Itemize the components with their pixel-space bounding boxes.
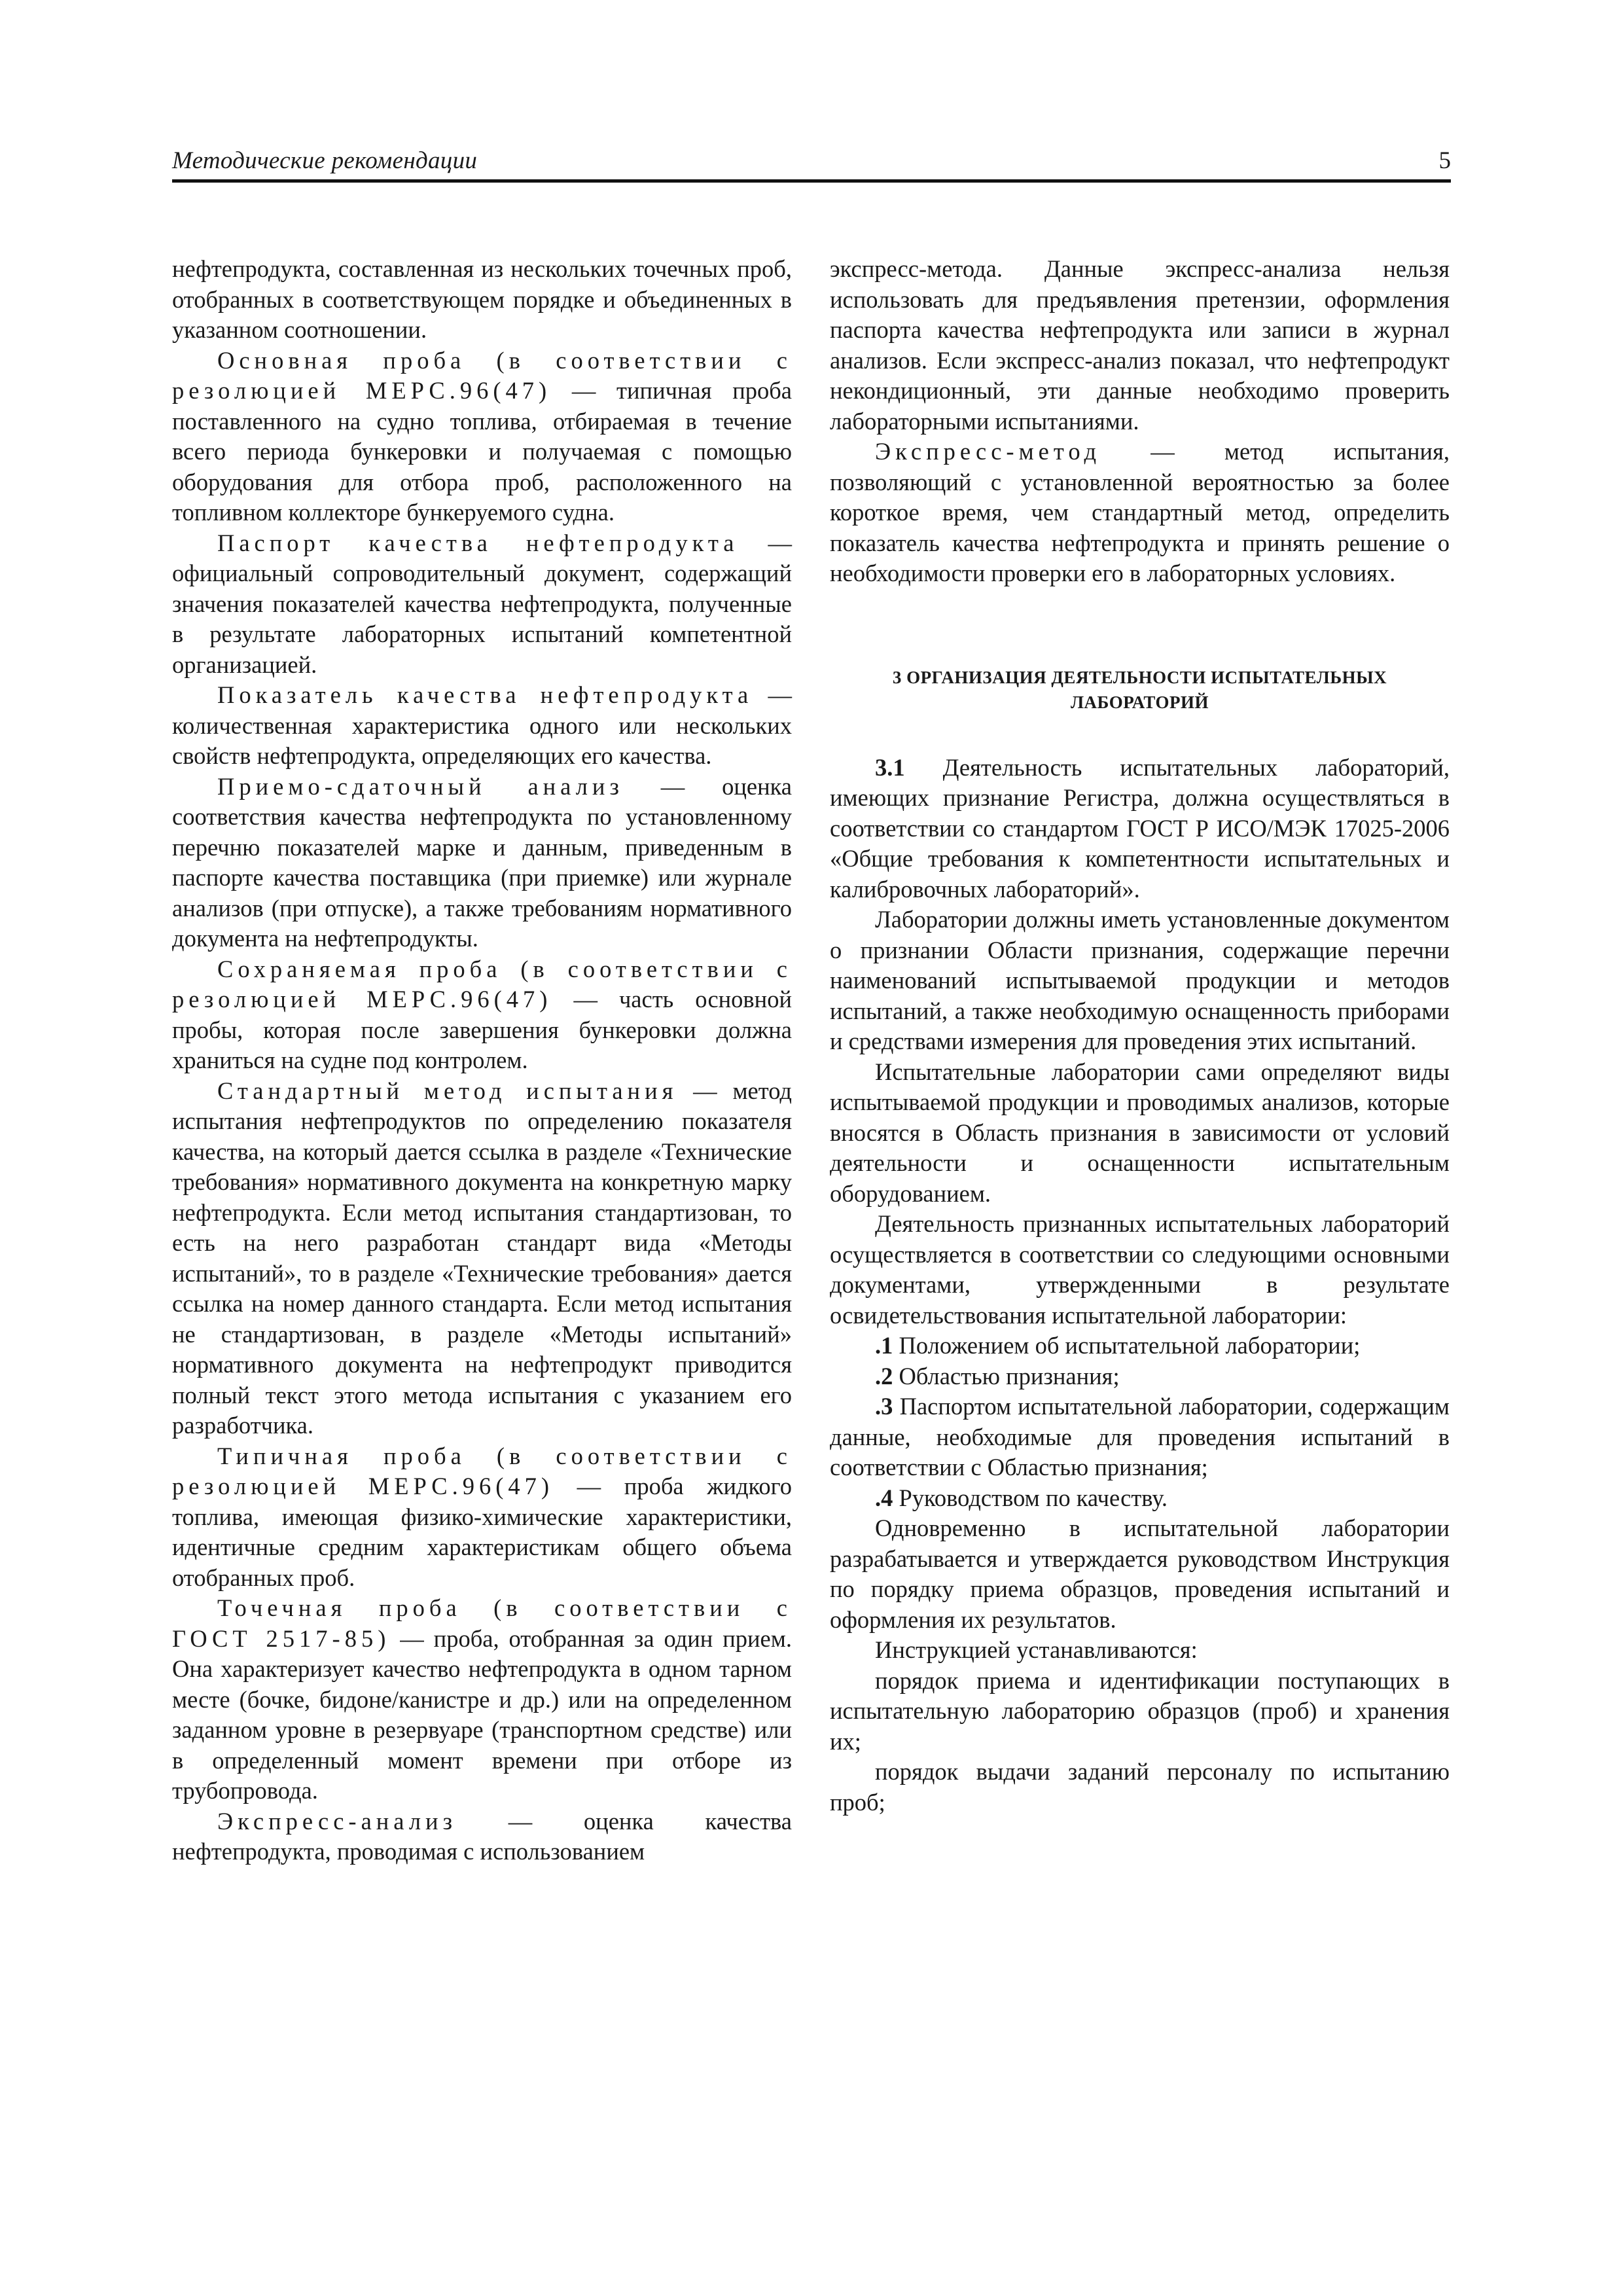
list-item-text: Руководством по качеству.	[893, 1484, 1168, 1511]
list-item	[830, 1331, 1450, 1361]
definition-paragraph	[172, 680, 792, 772]
list-item-number: .4	[875, 1484, 893, 1511]
definition-text: — часть основной пробы, которая после завершения бункеровки должна храниться на судне под контролем.	[172, 986, 792, 1073]
definition-paragraph	[172, 346, 792, 528]
right-column	[830, 254, 1450, 1818]
definition-text: — типичная проба поставленного на судно топлива, отбираемая в течение всего периода бункеровки и получаемая с помощью оборудования для отбора проб, расположенного на топливном коллекторе бункеруемого судна.	[172, 377, 792, 526]
definition-term: Стандартный метод испытания	[217, 1077, 678, 1104]
page-header	[172, 145, 1451, 183]
list-item	[830, 1483, 1450, 1514]
definition-text: — оценка качества нефтепродукта, проводимая с использованием	[172, 1807, 792, 1865]
list-item-text: Областью признания;	[893, 1362, 1120, 1390]
left-column	[172, 254, 792, 1867]
list-item-number: .3	[875, 1393, 893, 1420]
paragraph-text: Деятельность испытательных лабораторий, имеющих признание Регистра, должна осуществляться в соответствии со стандартом ГОСТ Р ИСО/МЭК 17025-2006 «Общие требования к компетентности испытательных и калибровочных лабораторий».	[830, 753, 1450, 903]
definition-term: Экспресс-анализ	[217, 1807, 457, 1835]
definition-term: Типичная проба (в соответствии с резолюцией МЕРС.96(47)	[172, 1442, 792, 1499]
paragraph	[830, 1057, 1450, 1210]
numbered-paragraph	[830, 753, 1450, 905]
definition-paragraph	[172, 1806, 792, 1867]
paragraph	[172, 254, 792, 346]
definition-text: — количественная характеристика одного или нескольких свойств нефтепродукта, определяющих его качества.	[172, 681, 792, 769]
list-item	[830, 1391, 1450, 1483]
definition-text: — проба, отобранная за один прием. Она характеризует качество нефтепродукта в одном тарном месте (бочке, бидоне/канистре и др.) или на определенном заданном уровне в резервуаре (транспортном средстве) или в определенный момент времени при отборе из трубопровода.	[172, 1624, 792, 1804]
paragraph-text: экспресс-метода. Данные экспресс-анализа нельзя использовать для предъявления претензии, оформления паспорта качества нефтепродукта или записи в журнал анализов. Если экспресс-анализ показал, что нефтепродукт некондиционный, эти данные необходимо проверить лабораторными испытаниями.	[830, 255, 1450, 435]
paragraph-text: порядок выдачи заданий персоналу по испытанию проб;	[830, 1758, 1450, 1816]
definition-text: — проба жидкого топлива, имеющая физико-химические характеристики, идентичные средним характеристикам общего объема отобранных проб.	[172, 1473, 792, 1591]
paragraph-text: Испытательные лаборатории сами определяют виды испытываемой продукции и проводимых анализов, которые вносятся в Область признания в зависимости от условий деятельности и оснащенности испытательным оборудованием.	[830, 1058, 1450, 1207]
definition-paragraph	[172, 772, 792, 954]
definition-paragraph	[172, 1441, 792, 1594]
definition-term: Показатель качества нефтепродукта	[217, 681, 753, 708]
section-heading-line: ЛАБОРАТОРИЙ	[1070, 692, 1209, 712]
definition-term: Основная проба (в соответствии с резолюцией МЕРС.96(47)	[172, 346, 792, 404]
paragraph-text: порядок приема и идентификации поступающих в испытательную лабораторию образцов (проб) и хранения их;	[830, 1666, 1450, 1755]
definition-term: Экспресс-метод	[875, 438, 1101, 465]
definition-term: Точечная проба (в соответствии с ГОСТ 2517-85)	[172, 1594, 792, 1652]
paragraph	[830, 254, 1450, 437]
paragraph	[830, 1635, 1450, 1666]
definition-term: Приемо-сдаточный анализ	[217, 772, 624, 800]
paragraph-text: Лаборатории должны иметь установленные документом о признании Области признания, содержащие перечни наименований испытываемой продукции и методов испытаний, а также необходимую оснащенность приборами и средствами измерения для проведения этих испытаний.	[830, 906, 1450, 1054]
list-item-number: .1	[875, 1332, 893, 1359]
definition-text: — официальный сопроводительный документ, содержащий значения показателей качества нефтепродукта, полученные в результате лабораторных испытаний компетентной организацией.	[172, 529, 793, 678]
paragraph	[830, 1209, 1450, 1331]
definition-term: Паспорт качества нефтепродукта	[217, 529, 739, 556]
paragraph	[830, 1513, 1450, 1635]
definition-text: — метод испытания нефтепродуктов по определению показателя качества, на который дается ссылка в разделе «Технические требования» нормативного документа на конкретную марку нефтепродукта. Если метод испытания стандартизован, то есть на него разработан стандарт вида «Методы испытаний», то в разделе «Технические требования» дается ссылка на номер данного стандарта. Если метод испытания не стандартизован, в разделе «Методы испытаний» нормативного документа на нефтепродукт приводится полный текст этого метода испытания с указанием его разработчика.	[172, 1077, 792, 1439]
list-item	[830, 1361, 1450, 1392]
definition-text: — оценка соответствия качества нефтепродукта по установленному перечню показателей марке и данным, приведенным в паспорте качества поставщика (при приемке) или журнале анализов (при отпуске), а также требованиям нормативного документа на нефтепродукты.	[172, 772, 792, 952]
paragraph	[830, 905, 1450, 1057]
paragraph-text: нефтепродукта, составленная из нескольких точечных проб, отобранных в соответствующем порядке и объединенных в указанном соотношении.	[172, 255, 792, 343]
definition-paragraph	[172, 954, 792, 1076]
definition-term: Сохраняемая проба (в соответствии с резолюцией МЕРС.96(47)	[172, 955, 792, 1013]
page-number: 5	[1438, 147, 1451, 174]
definition-paragraph	[172, 528, 792, 681]
definition-paragraph	[830, 437, 1450, 589]
paragraph-text: Деятельность признанных испытательных лабораторий осуществляется в соответствии со следующими основными документами, утвержденными в результате освидетельствования испытательной лаборатории:	[830, 1210, 1450, 1329]
section-heading	[830, 665, 1450, 715]
list-item-number: .2	[875, 1362, 893, 1390]
paragraph-text: Одновременно в испытательной лаборатории разрабатывается и утверждается руководством Инструкция по порядку приема образцов, проведения испытаний и оформления их результатов.	[830, 1515, 1450, 1633]
list-item-text: Положением об испытательной лаборатории;	[893, 1332, 1361, 1359]
paragraph	[830, 1757, 1450, 1818]
definition-paragraph	[172, 1593, 792, 1806]
section-heading-line: 3 ОРГАНИЗАЦИЯ ДЕЯТЕЛЬНОСТИ ИСПЫТАТЕЛЬНЫХ	[892, 667, 1387, 687]
paragraph-text: Инструкцией устанавливаются:	[875, 1636, 1198, 1663]
clause-number: 3.1	[875, 753, 905, 781]
paragraph	[830, 1666, 1450, 1757]
definition-text: — метод испытания, позволяющий с установленной вероятностью за более короткое время, чем стандартный метод, определить показатель качества нефтепродукта и принять решение о необходимости проверки его в лабораторных условиях.	[830, 438, 1450, 586]
running-title: Методические рекомендации	[172, 147, 478, 174]
definition-paragraph	[172, 1076, 792, 1441]
list-item-text: Паспортом испытательной лаборатории, содержащим данные, необходимые для проведения испытаний в соответствии с Областью признания;	[830, 1393, 1450, 1480]
